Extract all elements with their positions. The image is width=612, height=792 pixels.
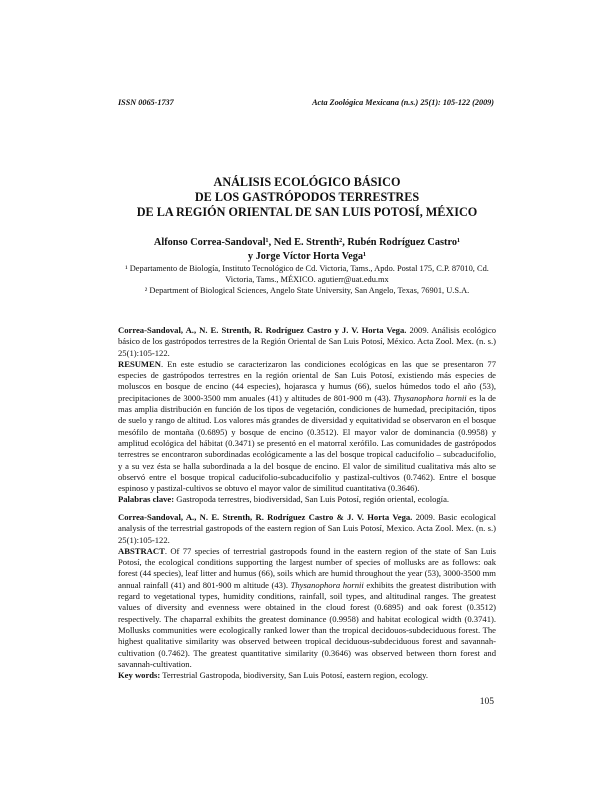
spanish-abstract-text-a: . En este estudio se caracterizaron las condiciones ecológicas en las que se presentaron 77 especies de gastrópodos terrestres en la región oriental de San Luis Potosí, existiendo más especies de moluscos en bosque de encino (44 especies), hojarasca y humus (66), suelos húmedos todo el año (53), precipitaciones de 3000-3500 mm anuales (41) y altitudes de 801-900 m (43).: [118, 358, 496, 403]
english-abstract: [118, 546, 496, 670]
title-line-2: DE LOS GASTRÓPODOS TERRESTRES: [194, 190, 420, 204]
spanish-citation: [118, 325, 496, 359]
spanish-citation-authors: Correa-Sandoval, A., N. E. Strenth, R. Rodríguez Castro y J. V. Horta Vega.: [118, 325, 407, 335]
spanish-abstract-section: [118, 325, 496, 506]
english-abstract-section: [118, 512, 496, 681]
affiliation-2: ² Department of Biological Sciences, Angelo State University, San Angelo, Texas, 76901, U.S.A.: [144, 286, 470, 295]
english-keywords-label: Key words:: [118, 670, 161, 681]
english-abstract-text-b: exhibits the greatest distribution with regard to vegetational types, humidity conditions, rainfall, soil types, and altitudinal ranges. The greatest values of diversity and evenness were obtained in the cloud forest (0.6895) and oak forest (0.3512) respectively. The chaparral exhibits the greatest dominance (0.9958) and habitat ecological width (0.3741). Mollusks communities were ecologically ranked lower than the tropical decidouos-subdeciduous forest. The highest qualitative similarity was observed between tropical deciduous-subdeciduous forest and savannah-cultivation (0.7462). The greatest quantitative similarity (0.3646) was observed between thorn forest and savannah-cultivation.: [118, 579, 496, 669]
page-number: 105: [479, 697, 494, 707]
spanish-keywords-label: Palabras clave:: [118, 494, 175, 505]
spanish-abstract-text-b: es la de mas amplia distribución en función de los tipos de vegetación, condiciones de humedad, precipitación, tipos de suelo y rango de altitud. Los valores más grandes de diversidad y equitatividad se observaron en el bosque mesófilo de montaña (0.6895) y bosque de encino (0.3512). El mayor valor de dominancia (0.9958) y amplitud ecológica del hábitat (0.3471) se presentó en el matorral xerófilo. Las comunidades de gastrópodos terrestres se encontraron subordinadas ecológicamente a las del bosque tropical caducifolio – subcaducifolio, y a su vez ésta se halla subordinada a la del bosque de encino. El valor de similitud cualitativa más alto se observó entre el bosque tropical caducifolio-subcaducifolio y pastizal-cultivos (0.7462). Entre el bosque espinoso y pastizal-cultivos se obtuvo el mayor valor de similitud cuantitativa (0.3646).: [118, 392, 496, 494]
affiliations: [118, 263, 496, 296]
title-line-1: ANÁLISIS ECOLÓGICO BÁSICO: [213, 175, 401, 189]
authors-line-2: y Jorge Víctor Horta Vega¹: [247, 251, 367, 262]
english-abstract-species: Thysanophora hornii: [290, 579, 364, 590]
english-keywords: [118, 670, 496, 681]
spanish-citation-details: 2009. Análisis ecológico básico de los gastrópodos terrestres de la Región Oriental de San Luis Potosí, México. Acta Zool. Mex. (n. s.) 25(1):105-122.: [118, 325, 496, 358]
spanish-keywords: [118, 494, 496, 505]
issn-header: ISSN 0065-1737: [118, 98, 174, 107]
article-title: [118, 175, 496, 220]
english-abstract-label: ABSTRACT: [118, 545, 165, 556]
title-line-3: DE LA REGIÓN ORIENTAL DE SAN LUIS POTOSÍ, MÉXICO: [136, 205, 478, 219]
english-citation-details: 2009. Basic ecological analysis of the terrestrial gastropods of the eastern region of San Luis Potosí, Mexico. Acta Zool. Mex. (n. s.) 25(1):105-122.: [118, 512, 496, 545]
spanish-abstract-label: RESUMEN: [118, 358, 161, 369]
spanish-keywords-text: Gastropoda terrestres, biodiversidad, San Luis Potosí, región oriental, ecología.: [174, 494, 450, 505]
english-keywords-text: Terrestrial Gastropoda, biodiversity, San Luis Potosí, eastern region, ecology.: [160, 670, 429, 681]
english-citation-authors: Correa-Sandoval, A., N. E. Strenth, R. Rodríguez Castro & J. V. Horta Vega.: [118, 512, 413, 522]
journal-header: Acta Zoológica Mexicana (n.s.) 25(1): 105-122 (2009): [312, 98, 494, 107]
english-citation: [118, 512, 496, 546]
author-list: [118, 236, 496, 264]
authors-line-1: Alfonso Correa-Sandoval¹, Ned E. Strenth², Rubén Rodríguez Castro¹: [153, 237, 461, 248]
spanish-abstract-species: Thysanophora hornii: [393, 392, 467, 403]
english-abstract-text-a: . Of 77 species of terrestrial gastropods found in the eastern region of the state of San Luis Potosí, the ecological conditions supporting the largest number of species of mollusks are as follows: oak forest (44 species), leaf litter and humus (66), soils which are humid throughout the year (53), 3000-3500 mm annual rainfall (41) and 801-900 m altitude (43).: [118, 545, 496, 590]
spanish-abstract: [118, 359, 496, 495]
affiliation-1: ¹ Departamento de Biología, Instituto Tecnológico de Cd. Victoria, Tams., Apdo. Postal 175, C.P. 87010, Cd. Victoria, Tams., MÉXICO. agutierr@uat.edu.mx: [125, 264, 489, 284]
